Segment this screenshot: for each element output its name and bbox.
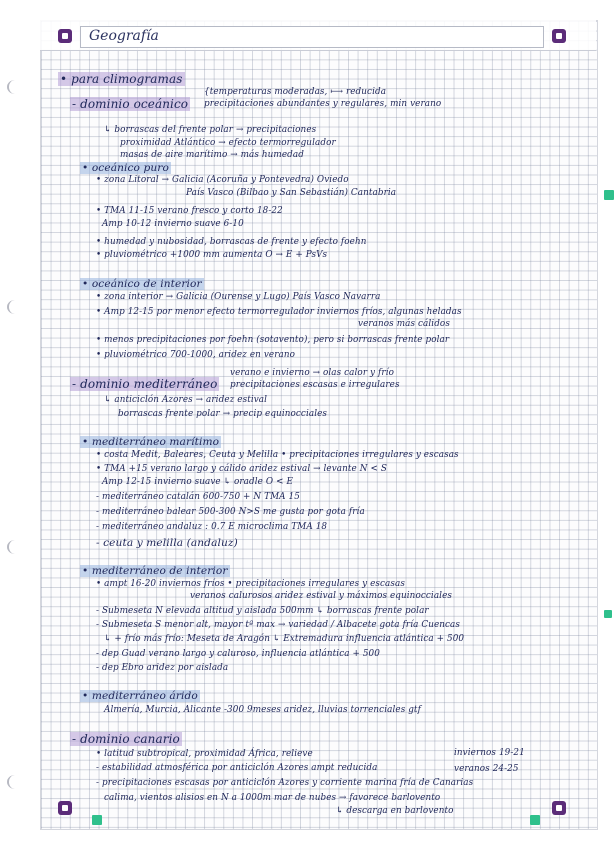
note-line-text: • para climogramas <box>60 72 183 86</box>
note-line-text: verano e invierno → olas calor y frío <box>230 368 394 378</box>
note-line-text: - mediterráneo andaluz : 0.7 E microclima TMA 18 <box>96 522 328 532</box>
note-line-text: - dominio mediterráneo <box>72 377 218 391</box>
note-line <box>96 605 429 617</box>
note-line-text: • oceánico puro <box>82 162 169 174</box>
note-line <box>96 205 283 217</box>
note-line-text: • ampt 16-20 inviernos fríos • precipitaciones irregulares y escasas <box>96 579 405 589</box>
note-line-text: ↳ anticiclón Azores → aridez estival <box>104 395 268 405</box>
note-line <box>80 565 230 577</box>
note-line <box>204 86 386 98</box>
note-line-text: - dominio oceánico <box>72 97 189 111</box>
note-line <box>96 537 238 549</box>
note-line-text: • mediterráneo marítimo <box>82 436 220 448</box>
note-line-text: - estabilidad atmosférica por anticiclón Azores ampt reducida <box>96 763 378 773</box>
note-line <box>96 334 449 346</box>
note-line <box>104 394 267 406</box>
note-line <box>102 476 293 488</box>
note-line-text: - dep Ebro aridez por aislada <box>96 663 229 673</box>
note-line <box>96 463 387 475</box>
note-line-text: • pluviométrico +1000 mm aumenta O → E + PsVs <box>96 250 328 260</box>
note-line <box>80 690 200 702</box>
note-line <box>96 491 300 503</box>
note-line-text: ↳ descarga en barlovento <box>336 806 454 816</box>
note-line <box>230 379 400 391</box>
note-line-text: ↳ + frío más frío: Meseta de Aragón ↳ Extremadura influencia atlántica + 500 <box>104 634 465 644</box>
note-line <box>120 137 336 149</box>
note-line-text: • Amp 12-15 por menor efecto termorregulador inviernos fríos, algunas heladas <box>96 307 462 317</box>
note-line-text: ↳ borrascas del frente polar → precipitaciones <box>104 125 317 135</box>
note-line-text: Amp 12-15 invierno suave ↳ oradle O < E <box>102 477 293 487</box>
note-line-text: - Submeseta N elevada altitud y aislada 500mm ↳ borrascas frente polar <box>96 606 429 616</box>
note-line <box>96 249 327 261</box>
note-line-text: precipitaciones abundantes y regulares, min verano <box>204 99 442 109</box>
note-line-text: masas de aire marítimo → más humedad <box>120 150 304 160</box>
note-line <box>96 748 313 760</box>
note-line <box>336 805 454 817</box>
note-line <box>190 590 452 602</box>
note-line-text: - mediterráneo balear 500-300 N>S me gusta por gota fría <box>96 507 365 517</box>
note-line-text: inviernos 19-21 <box>454 748 525 758</box>
note-line <box>96 777 473 789</box>
note-line-text: • menos precipitaciones por foehn (sotavento), pero si borrascas frente polar <box>96 335 450 345</box>
note-line <box>104 704 421 716</box>
note-line-text: • zona Litoral → Galicia (Acoruña y Pontevedra) Oviedo <box>96 175 349 185</box>
note-line <box>230 367 394 379</box>
note-line <box>96 291 380 303</box>
note-line <box>120 149 304 161</box>
note-line <box>118 408 327 420</box>
note-line <box>186 187 396 199</box>
note-line <box>104 792 440 804</box>
note-line-text: veranos 24-25 <box>454 764 519 774</box>
note-line-text: • TMA 11-15 verano fresco y corto 18-22 <box>96 206 283 216</box>
note-line <box>70 378 219 390</box>
note-line-text: Amp 10-12 invierno suave 6-10 <box>102 219 244 229</box>
note-line-text: • oceánico de interior <box>82 278 202 290</box>
note-line-text: País Vasco (Bilbao y San Sebastián) Cantabria <box>186 188 397 198</box>
note-line-text: - dep Guad verano largo y caluroso, influencia atlántica + 500 <box>96 649 380 659</box>
note-line-text: - precipitaciones escasas por anticiclón Azores y corriente marina fría de Canarias <box>96 778 474 788</box>
note-line-text: Almería, Murcia, Alicante -300 9meses aridez, lluvias torrenciales gtf <box>104 705 421 715</box>
note-line-text: proximidad Atlántico → efecto termorregulador <box>120 138 336 148</box>
note-line <box>96 662 228 674</box>
note-line <box>96 648 380 660</box>
note-line <box>102 218 244 230</box>
note-line-text: • zona interior → Galicia (Ourense y Lugo) País Vasco Navarra <box>96 292 381 302</box>
note-line <box>80 162 171 174</box>
note-line-text: • latitud subtropical, proximidad África, relieve <box>96 749 313 759</box>
note-line-text: borrascas frente polar → precip equinocciales <box>118 409 328 419</box>
note-line <box>104 633 464 645</box>
note-line-text: veranos calurosos aridez estival y máximos equinocciales <box>190 591 452 601</box>
note-line-text: • mediterráneo árido <box>82 690 198 702</box>
note-line <box>96 619 460 631</box>
note-line-text: - Submeseta S menor alt, mayor tª max → variedad / Albacete gota fría Cuencas <box>96 620 461 630</box>
note-line <box>96 306 462 318</box>
note-line <box>96 578 405 590</box>
note-line <box>58 73 185 85</box>
note-line-text: veranos más cálidos <box>358 319 450 329</box>
note-line <box>70 733 182 745</box>
note-line-text: • TMA +15 verano largo y cálido aridez estival → levante N < S <box>96 464 387 474</box>
note-line <box>96 174 349 186</box>
note-line-text: • pluviométrico 700-1000, aridez en verano <box>96 350 296 360</box>
note-line-text: • mediterráneo de interior <box>82 565 228 577</box>
note-line <box>96 762 377 774</box>
note-line-text: precipitaciones escasas e irregulares <box>230 380 400 390</box>
note-line-text: - dominio canario <box>72 732 180 746</box>
note-line-text: - ceuta y melilla (andaluz) <box>96 537 238 549</box>
note-line <box>96 506 365 518</box>
note-line <box>80 278 204 290</box>
note-line <box>96 236 366 248</box>
note-line-text: - mediterráneo catalán 600-750 + N TMA 15 <box>96 492 300 502</box>
note-line-text: {temperaturas moderadas, ⟼ reducida <box>204 87 387 97</box>
note-line <box>70 98 190 110</box>
note-line-text: • costa Medit, Baleares, Ceuta y Melilla • precipitaciones irregulares y escasas <box>96 450 459 460</box>
note-line <box>358 318 450 330</box>
page-title: Geografía <box>89 28 159 44</box>
note-line <box>96 349 295 361</box>
note-line <box>96 449 459 461</box>
note-line <box>454 763 519 775</box>
note-line <box>204 98 441 110</box>
note-line <box>104 124 316 136</box>
note-line <box>80 436 221 448</box>
note-line <box>96 521 327 533</box>
note-line-text: • humedad y nubosidad, borrascas de frente y efecto foehn <box>96 237 367 247</box>
note-line <box>454 747 525 759</box>
note-line-text: calima, vientos alisios en N a 1000m mar de nubes → favorece barlovento <box>104 793 441 803</box>
